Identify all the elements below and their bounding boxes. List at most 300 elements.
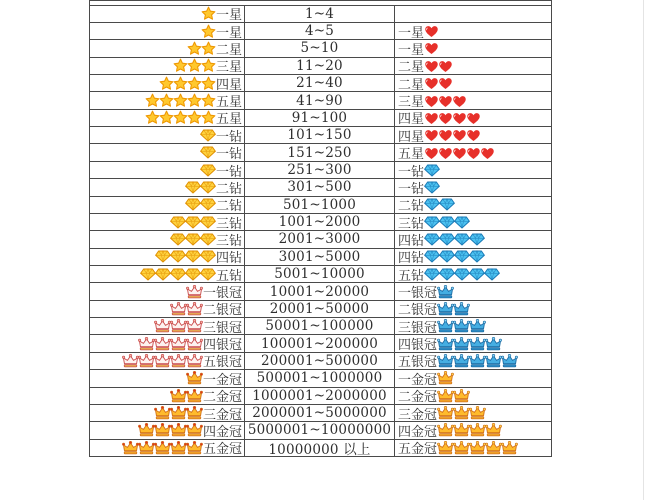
credit-cell — [395, 23, 551, 39]
level-cell — [90, 6, 245, 22]
credit-cell — [395, 266, 551, 282]
credit-label: 一钻 — [398, 164, 425, 179]
credit-cell — [395, 318, 551, 334]
credit-label: 二钻 — [398, 199, 425, 213]
range-cell: 2001~3000 — [245, 231, 395, 247]
credit-icons — [424, 181, 439, 194]
credit-icons — [424, 41, 438, 55]
credit-cell — [395, 214, 551, 230]
range-cell: 200001~500000 — [245, 353, 395, 369]
blue-crown-icon — [469, 354, 486, 368]
gold-crown-jeweled-icon — [186, 371, 203, 385]
gold-diamond-icon — [170, 268, 186, 281]
blue-diamond-icon — [454, 216, 470, 229]
red-heart-icon — [452, 128, 467, 142]
level-cell — [90, 127, 245, 143]
silver-crown-icon — [138, 337, 155, 351]
gold-crown-jeweled-icon — [186, 406, 203, 420]
table-row — [90, 405, 551, 422]
level-icons — [171, 233, 216, 246]
level-cell — [90, 92, 245, 108]
range-cell: 100001~200000 — [245, 335, 395, 351]
level-icons — [146, 110, 216, 125]
gold-star-icon — [173, 93, 188, 108]
gold-star-icon — [201, 6, 216, 21]
level-cell — [90, 231, 245, 247]
level-label: 一钻 — [215, 129, 242, 144]
red-heart-icon — [424, 41, 439, 55]
silver-crown-icon — [170, 337, 187, 351]
credit-cell — [395, 40, 551, 56]
range-cell: 151~250 — [245, 144, 395, 160]
blue-diamond-icon — [469, 250, 485, 263]
silver-crown-icon — [186, 354, 203, 368]
credit-label: 四星 — [398, 129, 425, 144]
credit-icons — [424, 94, 466, 108]
gold-diamond-icon — [200, 250, 216, 263]
level-label: 三金冠 — [202, 407, 242, 422]
gold-star-icon — [173, 58, 188, 73]
level-cell — [90, 353, 245, 369]
blue-diamond-icon — [424, 164, 440, 177]
gold-crown-jeweled-icon — [186, 389, 203, 403]
blue-crown-icon — [453, 337, 470, 351]
gold-diamond-icon — [185, 181, 201, 194]
gold-crown-icon — [485, 441, 502, 455]
gold-diamond-icon — [170, 233, 186, 246]
gold-crown-icon — [453, 423, 470, 437]
gold-star-icon — [145, 110, 160, 125]
range-cell: 21~40 — [245, 75, 395, 91]
table-row — [90, 23, 551, 40]
table-row — [90, 58, 551, 75]
table-row — [90, 75, 551, 92]
blue-crown-icon — [501, 354, 518, 368]
credit-cell — [395, 231, 551, 247]
red-heart-icon — [452, 146, 467, 160]
gold-diamond-icon — [200, 198, 216, 211]
blue-diamond-icon — [484, 268, 500, 281]
credit-label: 三金冠 — [398, 407, 438, 422]
blue-diamond-icon — [454, 268, 470, 281]
level-label: 二银冠 — [202, 303, 242, 318]
level-icons — [186, 198, 216, 211]
gold-diamond-icon — [200, 216, 216, 229]
gold-diamond-icon — [200, 129, 216, 142]
credit-cell — [395, 92, 551, 108]
level-cell — [90, 144, 245, 160]
table-row — [90, 6, 551, 23]
level-label: 三银冠 — [202, 320, 242, 335]
level-cell — [90, 440, 245, 456]
level-icons — [156, 250, 216, 263]
credit-icons — [424, 146, 494, 160]
blue-diamond-icon — [424, 198, 440, 211]
blue-diamond-icon — [454, 233, 470, 246]
gold-crown-icon — [437, 389, 454, 403]
gold-crown-icon — [437, 406, 454, 420]
gold-star-icon — [159, 110, 174, 125]
level-icons — [139, 423, 203, 437]
gold-diamond-icon — [185, 198, 201, 211]
range-cell: 3001~5000 — [245, 249, 395, 265]
credit-cell — [395, 405, 551, 421]
gold-diamond-icon — [200, 164, 216, 177]
level-icons — [171, 389, 203, 403]
credit-icons — [437, 354, 517, 368]
range-cell: 5000001~10000000 — [245, 422, 395, 438]
blue-diamond-icon — [424, 233, 440, 246]
table-row — [90, 249, 551, 266]
level-label: 一星 — [215, 8, 242, 22]
credit-icons — [437, 406, 485, 420]
level-label: 一星 — [215, 25, 242, 40]
level-label: 五钻 — [215, 268, 242, 283]
level-icons — [201, 164, 216, 177]
credit-icons — [437, 302, 469, 316]
table-row — [90, 110, 551, 127]
gold-star-icon — [159, 76, 174, 91]
level-cell — [90, 40, 245, 56]
credit-cell — [395, 197, 551, 213]
blue-diamond-icon — [424, 181, 440, 194]
red-heart-icon — [438, 76, 453, 90]
level-icons — [171, 302, 203, 316]
credit-cell — [395, 422, 551, 438]
gold-star-icon — [201, 41, 216, 56]
blue-crown-icon — [469, 337, 486, 351]
blue-diamond-icon — [439, 198, 455, 211]
level-cell — [90, 388, 245, 404]
blue-diamond-icon — [439, 216, 455, 229]
credit-icons — [437, 337, 501, 351]
range-cell: 20001~50000 — [245, 301, 395, 317]
blue-diamond-icon — [424, 216, 440, 229]
blue-diamond-icon — [439, 250, 455, 263]
red-heart-icon — [452, 94, 467, 108]
level-icons — [146, 93, 216, 108]
table-row — [90, 301, 551, 318]
silver-crown-icon — [170, 302, 187, 316]
credit-icons — [424, 216, 469, 229]
level-cell — [90, 23, 245, 39]
silver-crown-icon — [154, 354, 171, 368]
silver-crown-icon — [154, 319, 171, 333]
table-row — [90, 318, 551, 335]
blue-diamond-icon — [469, 268, 485, 281]
range-cell: 501~1000 — [245, 197, 395, 213]
range-cell: 41~90 — [245, 92, 395, 108]
credit-rating-table — [89, 0, 552, 457]
level-cell — [90, 335, 245, 351]
red-heart-icon — [452, 111, 467, 125]
red-heart-icon — [466, 128, 481, 142]
credit-label: 五星 — [398, 147, 425, 161]
level-icons — [187, 285, 203, 299]
gold-crown-jeweled-icon — [186, 441, 203, 455]
credit-label: 一钻 — [398, 181, 425, 196]
range-cell: 11~20 — [245, 58, 395, 74]
gold-star-icon — [201, 110, 216, 125]
blue-crown-icon — [453, 354, 470, 368]
credit-icons — [437, 285, 453, 299]
right-edge-line — [643, 0, 644, 500]
blue-diamond-icon — [439, 268, 455, 281]
gold-star-icon — [187, 110, 202, 125]
gold-star-icon — [173, 110, 188, 125]
table-row — [90, 179, 551, 196]
blue-crown-icon — [469, 319, 486, 333]
level-cell — [90, 110, 245, 126]
gold-diamond-icon — [200, 233, 216, 246]
level-label: 二钻 — [215, 199, 242, 213]
level-icons — [123, 441, 203, 455]
gold-diamond-icon — [200, 268, 216, 281]
level-label: 一钻 — [215, 147, 242, 161]
credit-icons — [424, 233, 484, 246]
gold-crown-icon — [469, 441, 486, 455]
credit-icons — [424, 24, 438, 38]
credit-label: 一星 — [398, 25, 425, 40]
range-cell: 5~10 — [245, 40, 395, 56]
table-row — [90, 440, 551, 456]
range-cell: 10001~20000 — [245, 283, 395, 299]
level-cell — [90, 318, 245, 334]
level-icons — [202, 24, 216, 39]
gold-crown-icon — [453, 441, 470, 455]
gold-star-icon — [187, 41, 202, 56]
gold-crown-jeweled-icon — [170, 406, 187, 420]
level-label: 四金冠 — [202, 424, 242, 439]
red-heart-icon — [438, 128, 453, 142]
range-cell: 4~5 — [245, 23, 395, 39]
level-icons — [187, 371, 203, 385]
credit-cell — [395, 75, 551, 91]
level-icons — [201, 129, 216, 142]
credit-label: 五钻 — [398, 268, 425, 283]
level-icons — [202, 6, 216, 21]
credit-cell — [395, 440, 551, 456]
gold-star-icon — [201, 93, 216, 108]
level-label: 五金冠 — [202, 442, 242, 456]
level-icons — [155, 406, 203, 420]
silver-crown-icon — [138, 354, 155, 368]
red-heart-icon — [438, 59, 453, 73]
table-row — [90, 144, 551, 161]
red-heart-icon — [466, 146, 481, 160]
gold-crown-jeweled-icon — [170, 441, 187, 455]
level-icons — [171, 216, 216, 229]
red-heart-icon — [480, 146, 495, 160]
credit-cell — [395, 179, 551, 195]
silver-crown-icon — [186, 319, 203, 333]
gold-crown-jeweled-icon — [170, 423, 187, 437]
level-label: 二金冠 — [202, 390, 242, 404]
credit-cell — [395, 370, 551, 386]
gold-crown-jeweled-icon — [186, 423, 203, 437]
level-cell — [90, 162, 245, 178]
blue-crown-icon — [485, 354, 502, 368]
credit-label: 三银冠 — [398, 320, 438, 335]
red-heart-icon — [424, 24, 439, 38]
silver-crown-icon — [170, 319, 187, 333]
credit-icons — [424, 128, 480, 142]
level-cell — [90, 283, 245, 299]
gold-diamond-icon — [185, 216, 201, 229]
red-heart-icon — [424, 111, 439, 125]
gold-star-icon — [201, 58, 216, 73]
credit-cell — [395, 144, 551, 160]
red-heart-icon — [466, 111, 481, 125]
silver-crown-icon — [154, 337, 171, 351]
red-heart-icon — [424, 59, 439, 73]
range-cell: 2000001~5000000 — [245, 405, 395, 421]
credit-cell — [395, 58, 551, 74]
blue-crown-icon — [437, 337, 454, 351]
credit-cell — [395, 335, 551, 351]
level-label: 一银冠 — [202, 286, 242, 300]
level-cell — [90, 249, 245, 265]
level-icons — [155, 319, 203, 333]
level-label: 五星 — [215, 112, 242, 127]
level-icons — [174, 58, 216, 73]
blue-crown-icon — [437, 354, 454, 368]
red-heart-icon — [424, 76, 439, 90]
level-cell — [90, 301, 245, 317]
gold-star-icon — [187, 58, 202, 73]
table-row — [90, 283, 551, 300]
gold-crown-icon — [469, 406, 486, 420]
red-heart-icon — [424, 94, 439, 108]
blue-crown-icon — [437, 302, 454, 316]
blue-diamond-icon — [424, 250, 440, 263]
silver-crown-icon — [122, 354, 139, 368]
gold-crown-icon — [485, 423, 502, 437]
silver-crown-icon — [170, 354, 187, 368]
level-icons — [123, 354, 203, 368]
gold-crown-jeweled-icon — [122, 441, 139, 455]
level-label: 三钻 — [215, 216, 242, 231]
level-label: 二星 — [215, 43, 242, 57]
level-label: 四钻 — [215, 251, 242, 265]
blue-crown-icon — [485, 337, 502, 351]
credit-label: 一金冠 — [398, 372, 438, 387]
gold-crown-icon — [437, 441, 454, 455]
gold-star-icon — [201, 76, 216, 91]
blue-crown-icon — [437, 319, 454, 333]
range-cell: 91~100 — [245, 110, 395, 126]
table-row — [90, 422, 551, 439]
gold-diamond-icon — [140, 268, 156, 281]
credit-label: 二星 — [398, 77, 425, 92]
level-cell — [90, 266, 245, 282]
credit-icons — [424, 250, 484, 263]
gold-star-icon — [145, 93, 160, 108]
silver-crown-icon — [186, 302, 203, 316]
range-cell: 10000000 以上 — [245, 440, 395, 456]
gold-diamond-icon — [200, 146, 216, 159]
level-label: 三星 — [215, 60, 242, 75]
blue-crown-icon — [437, 285, 454, 299]
range-cell: 50001~100000 — [245, 318, 395, 334]
level-cell — [90, 405, 245, 421]
credit-cell — [395, 388, 551, 404]
range-cell: 101~150 — [245, 127, 395, 143]
silver-crown-icon — [186, 285, 203, 299]
gold-diamond-icon — [185, 250, 201, 263]
credit-cell — [395, 127, 551, 143]
range-cell: 1000001~2000000 — [245, 388, 395, 404]
credit-label: 二星 — [398, 60, 425, 75]
table-row — [90, 335, 551, 352]
credit-label: 四钻 — [398, 233, 425, 248]
credit-icons — [424, 198, 454, 211]
silver-crown-icon — [186, 337, 203, 351]
gold-diamond-icon — [155, 268, 171, 281]
credit-label: 四银冠 — [398, 338, 438, 352]
level-label: 一金冠 — [202, 372, 242, 387]
blue-crown-icon — [453, 319, 470, 333]
range-cell: 301~500 — [245, 179, 395, 195]
gold-crown-icon — [437, 423, 454, 437]
table-row — [90, 40, 551, 57]
gold-diamond-icon — [155, 250, 171, 263]
red-heart-icon — [438, 94, 453, 108]
blue-diamond-icon — [454, 250, 470, 263]
range-cell: 1001~2000 — [245, 214, 395, 230]
level-cell — [90, 179, 245, 195]
credit-cell — [395, 6, 551, 22]
credit-label: 五银冠 — [398, 355, 438, 370]
table-row — [90, 162, 551, 179]
credit-icons — [437, 319, 485, 333]
gold-star-icon — [159, 93, 174, 108]
gold-crown-icon — [453, 406, 470, 420]
gold-diamond-icon — [170, 250, 186, 263]
level-icons — [201, 146, 216, 159]
red-heart-icon — [438, 146, 453, 160]
level-cell — [90, 422, 245, 438]
gold-diamond-icon — [200, 181, 216, 194]
level-cell — [90, 197, 245, 213]
credit-cell — [395, 162, 551, 178]
level-cell — [90, 370, 245, 386]
credit-cell — [395, 283, 551, 299]
credit-label: 一星 — [398, 43, 425, 57]
blue-diamond-icon — [469, 233, 485, 246]
credit-label: 五金冠 — [398, 442, 438, 456]
range-cell: 5001~10000 — [245, 266, 395, 282]
level-label: 三钻 — [215, 233, 242, 248]
credit-icons — [437, 371, 453, 385]
level-icons — [188, 41, 216, 56]
level-cell — [90, 75, 245, 91]
red-heart-icon — [424, 128, 439, 142]
table-row — [90, 231, 551, 248]
level-icons — [141, 268, 216, 281]
credit-label: 一银冠 — [398, 286, 438, 300]
gold-diamond-icon — [185, 233, 201, 246]
level-cell — [90, 214, 245, 230]
level-icons — [139, 337, 203, 351]
credit-label: 四钻 — [398, 251, 425, 265]
gold-crown-icon — [501, 441, 518, 455]
level-label: 五星 — [215, 95, 242, 109]
credit-icons — [424, 59, 452, 73]
credit-icons — [437, 389, 469, 403]
range-cell: 251~300 — [245, 162, 395, 178]
level-cell — [90, 58, 245, 74]
